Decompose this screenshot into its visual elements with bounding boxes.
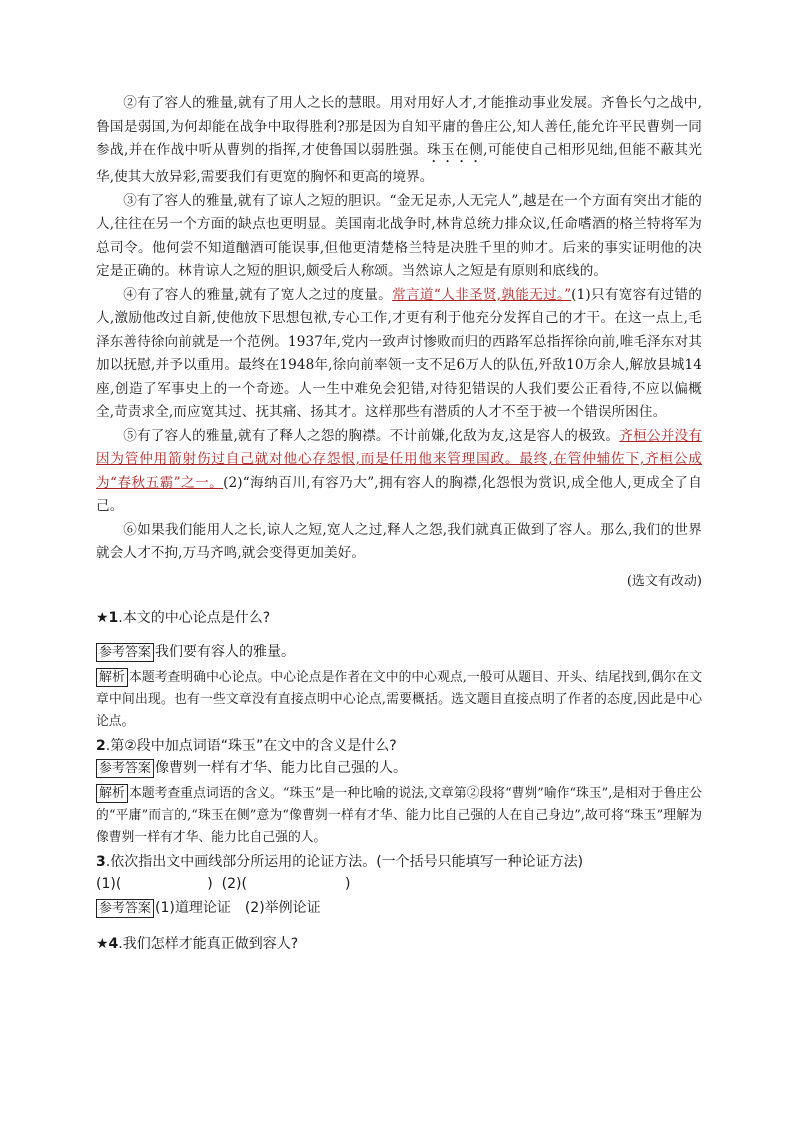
question-1-answer-text: 我们要有容人的雅量。: [155, 643, 296, 660]
question-4: [96, 933, 702, 955]
answer-tag: 参考答案: [96, 759, 154, 778]
answer-tag: 参考答案: [96, 643, 154, 662]
question-3-answer: [96, 897, 702, 919]
underlined-quote: 常言道“人非圣贤,孰能无过。”: [392, 286, 572, 303]
explain-tag: 解析: [96, 668, 128, 687]
paragraph-3: ③有了容人的雅量,就有了谅人之短的胆识。“金无足赤,人无完人”,越是在一个方面有突出才能的人,往往在另一个方面的缺点也更明显。美国南北战争时,林肯总统力排众议,任命嗜酒的格兰特将军为总司令。他何尝不知道酗酒可能误事,但他更清楚格兰特是决胜千里的帅才。后来的事实证明他的决定是正确的。林肯谅人之短的胆识,颇受后人称颂。当然谅人之短是有原则和底线的。: [96, 192, 702, 279]
paragraph-2-text-a: ②有了容人的雅量,就有了用人之长的慧眼。用对用好人才,才能推动事业发展。齐鲁长勺之战中,鲁国是弱国,为何却能在战争中取得胜利?那是因为自知平庸的鲁庄公,知人善任,能允许平民曹刿一同参战,并在作战中听从曹刿的指挥,才使鲁国以弱胜强。: [96, 95, 702, 158]
question-3-title: [96, 851, 702, 873]
question-1: [96, 607, 702, 733]
question-2-answer-text: 像曹刿一样有才华、能力比自己强的人。: [155, 759, 408, 776]
blank-2-close: ): [344, 875, 351, 892]
paragraph-5-text-a: ⑤有了容人的雅量,就有了释人之怨的胸襟。不计前嫌,化敌为友,这是容人的极致。: [123, 427, 620, 444]
question-2-answer: [96, 757, 702, 779]
dotted-phrase: 珠玉在侧: [427, 142, 484, 158]
blank-2-open: (2)(: [221, 875, 247, 892]
question-2-number: 2: [96, 737, 106, 754]
paragraph-5: [96, 425, 702, 519]
question-2-title: [96, 735, 702, 757]
underlined-example: 齐桓公并没有因为管仲用箭射伤过自己就对他心存怨恨,而是任用他来管理国政。最终,在管仲辅佐下,齐桓公成为“春秋五霸”之一。: [96, 427, 702, 491]
blank-1-close: ): [207, 875, 213, 892]
question-1-explanation: [96, 667, 702, 733]
paragraph-2: [96, 92, 702, 190]
question-2-text: .第②段中加点词语“珠玉”在文中的含义是什么?: [105, 737, 397, 754]
question-1-explain-text: 本题考查明确中心论点。中心论点是作者在文中的中心观点,一般可从题目、开头、结尾找到,偶尔在文章中间出现。也有一些文章没有直接点明中心论点,需要概括。选文题目直接点明了作者的态度,因此是中心论点。: [96, 669, 702, 729]
paragraph-5-text-b: (2)“海纳百川,有容乃大”,拥有容人的胸襟,化怨恨为赏识,成全他人,更成全了自己。: [96, 474, 702, 514]
question-1-number: ★1: [96, 609, 119, 626]
question-3: [96, 851, 702, 919]
question-1-answer: [96, 641, 702, 663]
question-4-title: [96, 933, 702, 955]
paragraph-4-text-b: (1)只有宽容有过错的人,激励他改过自新,使他放下思想包袱,专心工作,才更有利于他充分发挥自己的才干。在这一点上,毛泽东善待徐向前就是一个范例。1937年,党内一致声讨惨败而归的西路军总指挥徐向前,唯毛泽东对其加以抚慰,并予以重用。最终在1948年,徐向前率领一支不足6万人的队伍,歼敌10万余人,解放县城14座,创造了军事史上的一个奇迹。人一生中难免会犯错,对待犯错误的人我们要公正看待,不应以偏概全,苛责求全,而应宽其过、抚其痛、扬其才。这样那些有潜质的人才不至于被一个错误所困住。: [96, 286, 703, 420]
question-1-title: [96, 607, 702, 629]
paragraph-4-text-a: ④有了容人的雅量,就有了宽人之过的度量。: [123, 286, 393, 303]
source-note: (选文有改动): [626, 573, 702, 589]
answer-tag: 参考答案: [96, 899, 154, 918]
paragraph-2-text-b: ,可能使自己相形见绌,但能不蔽其光华,使其大放异彩,需要我们有更宽的胸怀和更高的境界。: [96, 142, 703, 185]
question-3-number: 3: [96, 853, 106, 870]
question-4-number: ★4: [96, 935, 119, 952]
worksheet-page: [96, 92, 702, 955]
question-3-text: .依次指出文中画线部分所运用的论证方法。(一个括号只能填写一种论证方法): [105, 853, 584, 870]
question-3-blanks: [96, 873, 702, 895]
explain-tag: 解析: [96, 784, 128, 803]
question-2-explanation: [96, 783, 702, 849]
question-4-text: .我们怎样才能真正做到容人?: [118, 935, 299, 952]
blank-1-open: (1)(: [96, 875, 122, 892]
paragraph-6: ⑥如果我们能用人之长,谅人之短,宽人之过,释人之怨,我们就真正做到了容人。那么,我们的世界就会人才不拘,万马齐鸣,就会变得更加美好。: [96, 521, 702, 561]
question-2: [96, 735, 702, 849]
question-1-text: .本文的中心论点是什么?: [118, 609, 271, 626]
question-2-explain-text: 本题考查重点词语的含义。“珠玉”是一种比喻的说法,文章第②段将“曹刿”喻作“珠玉”,是相对于鲁庄公的“平庸”而言的,“珠玉在侧”意为“像曹刿一样有才华、能力比自己强的人在自己身边”,故可将“珠玉”理解为像曹刿一样有才华、能力比自己强的人。: [96, 785, 702, 845]
question-3-answer-text: (1)道理论证 (2)举例论证: [155, 899, 321, 916]
paragraph-4: [96, 284, 702, 425]
